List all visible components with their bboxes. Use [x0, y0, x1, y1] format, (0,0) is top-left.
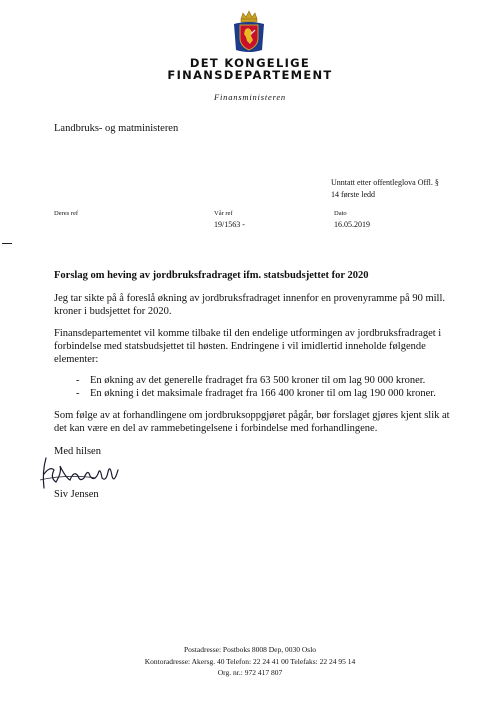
recipient: Landbruks- og matministeren [54, 123, 179, 134]
your-ref-label: Deres ref [54, 210, 78, 217]
body-paragraph-1-line1: Jeg tar sikte på å foreslå økning av jordbruksfradraget innenfor en provenyramme på 90 mill. [54, 293, 445, 304]
our-ref-label: Vår ref [214, 210, 233, 217]
bullet-marker: - [76, 388, 80, 399]
exemption-note-line1: Unntatt etter offentleglova Offl. § [331, 178, 439, 187]
body-paragraph-2-line3: elementer: [54, 354, 99, 365]
department-name-line1: DET KONGELIGE [189, 56, 311, 70]
coat-of-arms-icon [232, 10, 266, 54]
body-paragraph-2-line1: Finansdepartementet vil komme tilbake til den endelige utformingen av jordbruksfradraget i [54, 328, 442, 339]
body-paragraph-3-line2: det kan være en del av rammebetingelsene i forbindelse med forhandlingene. [54, 423, 378, 434]
signer-name: Siv Jensen [54, 489, 99, 500]
bullet-item: En økning av det generelle fradraget fra 63 500 kroner til om lag 90 000 kroner. [90, 375, 426, 386]
subject-heading: Forslag om heving av jordbruksfradraget ifm. statsbudsjettet for 2020 [54, 270, 369, 281]
footer-postal-address: Postadresse: Postboks 8008 Dep, 0030 Oslo [183, 645, 317, 654]
our-ref-value: 19/1563 - [214, 220, 245, 229]
footer-office-contact: Kontoradresse: Akersg. 40 Telefon: 22 24 41 00 Telefaks: 22 24 95 14 [144, 657, 356, 666]
bullet-marker: - [76, 375, 80, 386]
bullet-item: En økning i det maksimale fradraget fra 166 400 kroner til om lag 190 000 kroner. [90, 388, 436, 399]
department-name-line2: FINANSDEPARTEMENT [167, 68, 333, 82]
body-paragraph-3-line1: Som følge av at forhandlingene om jordbruksoppgjøret pågår, bør forslaget gjøres kjent slik at [54, 410, 450, 421]
body-paragraph-2-line2: forbindelse med statsbudsjettet til høsten. Endringene i vil imidlertid inneholde følgende [54, 341, 426, 352]
date-value: 16.05.2019 [334, 220, 370, 229]
handwritten-signature [36, 452, 128, 492]
footer-org-number: Org. nr.: 972 417 807 [217, 668, 283, 677]
closing-salutation: Med hilsen [54, 446, 101, 457]
date-label: Dato [334, 210, 347, 217]
office-title: Finansministeren [214, 92, 286, 102]
exemption-note-line2: 14 første ledd [331, 190, 375, 199]
body-paragraph-1-line2: kroner i budsjettet for 2020. [54, 306, 172, 317]
fold-mark [2, 243, 12, 244]
